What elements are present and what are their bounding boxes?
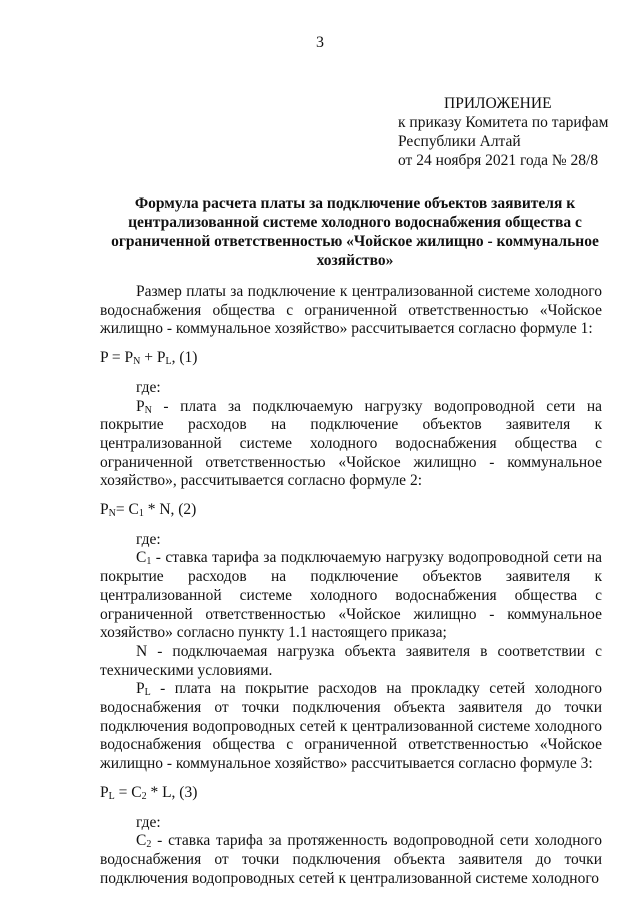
where-label-1: где: [136,378,161,396]
appendix-line-1: к приказу Комитета по тарифам [398,114,609,131]
c2-definition: $C_2$ - ставка тарифа за протяженность водопроводной сети холодного водоснабжения от точки подключения объекта заявителя до точки подключения водопроводных сетей к централизованной системе холодного [100,832,602,887]
intro-paragraph: Размер платы за подключение к централизованной системе холодного водоснабжения общества с ограниченной ответственностью «Чойское жилищно - коммунальное хозяйство» рассчитывается согласно формуле 1: [100,283,602,338]
formula-2: $P_N= C_1 * N$, (2) [100,501,197,520]
formula-3: $P_L = C_2 * L$, (3) [100,783,198,802]
document-title: Формула расчета платы за подключение объектов заявителя к централизованной системе холодного водоснабжения общества с ограниченной ответственностью «Чойское жилищно - коммунальное хозяйство» [111,195,599,269]
c1-definition: $C_1$ - ставка тарифа за подключаемую нагрузку водопроводной сети на покрытие расходов на подключение объектов заявителя к централизованной системе холодного водоснабжения общества с ограниченной ответственностью «Чойское жилищно - коммунальное хозяйство» согласно пункту 1.1 настоящего приказа; [100,549,602,642]
n-definition: N - подключаемая нагрузка объекта заявителя в соответствии с техническими условиями. [100,642,602,679]
pl-definition: $P_L$ - плата на покрытие расходов на прокладку сетей холодного водоснабжения от точки подключения объекта заявителя до точки подключения водопроводных сетей к централизованной системе холодного водоснабжения общества с ограниченной ответственностью «Чойское жилищно - коммунальное хозяйство» рассчитывается согласно формуле 3: [100,680,602,773]
appendix-line-2: Республики Алтай [398,133,521,150]
where-label-3: где: [136,813,161,831]
where-label-2: где: [136,530,161,548]
pn-definition: $P_N$ - плата за подключаемую нагрузку водопроводной сети на покрытие расходов на подключение объектов заявителя к централизованной системе холодного водоснабжения общества с ограниченной ответственностью «Чойское жилищно - коммунальное хозяйство», рассчитывается согласно формуле 2: [100,397,602,490]
formula-1: $P = P_N + P_L$, (1) [100,349,198,368]
appendix-title: ПРИЛОЖЕНИЕ [444,95,552,112]
appendix-block [398,94,618,170]
appendix-line-3: от 24 ноября 2021 года № 28/8 [398,152,599,169]
document-body [100,283,602,888]
page-number: 3 [316,34,324,51]
